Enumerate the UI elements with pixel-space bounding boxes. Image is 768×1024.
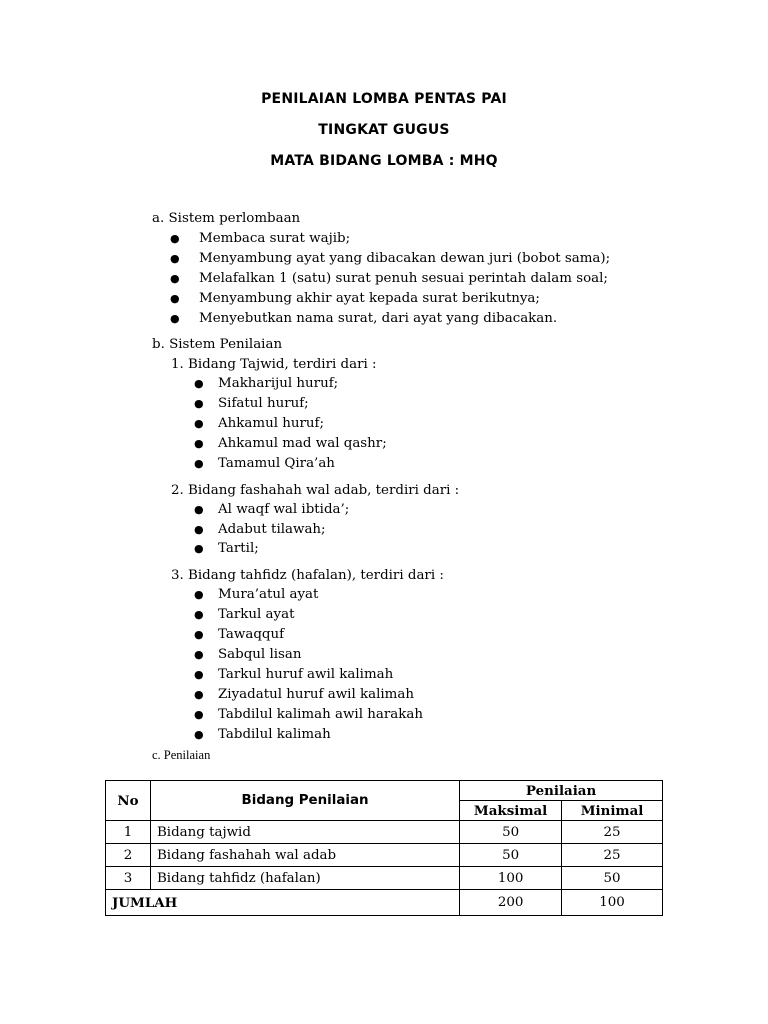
row-bidang: Bidang tajwid (150, 821, 459, 844)
title-field: MATA BIDANG LOMBA : MHQ (270, 153, 498, 169)
table-header-row (106, 781, 663, 801)
bullet-icon: ● (194, 437, 204, 450)
row-no: 2 (106, 844, 151, 867)
bullet-icon: ● (194, 628, 204, 641)
section-a-item: Membaca surat wajib; (199, 231, 351, 246)
total-minimal: 100 (562, 890, 663, 916)
row-bidang: Bidang tahfidz (hafalan) (150, 867, 459, 890)
fashahah-item: Tartil; (218, 541, 259, 556)
section-a-item: Menyebutkan nama surat, dari ayat yang dibacakan. (199, 311, 558, 326)
tahfidz-item: Tarkul ayat (218, 607, 295, 622)
group-title-tajwid: 1. Bidang Tajwid, terdiri dari : (171, 357, 377, 372)
table-row (106, 821, 663, 844)
title-main: PENILAIAN LOMBA PENTAS PAI (261, 91, 507, 107)
tahfidz-item: Tarkul huruf awil kalimah (218, 667, 394, 682)
row-minimal: 25 (562, 844, 663, 867)
title-level: TINGKAT GUGUS (318, 122, 450, 138)
bullet-icon: ● (170, 252, 180, 265)
tajwid-item: Ahkamul mad wal qashr; (218, 436, 387, 451)
header-bidang: Bidang Penilaian (150, 781, 459, 821)
group-title-tahfidz: 3. Bidang tahfidz (hafalan), terdiri dari : (171, 568, 444, 583)
table-row (106, 867, 663, 890)
row-minimal: 50 (562, 867, 663, 890)
tajwid-item: Sifatul huruf; (218, 396, 309, 411)
bullet-icon: ● (194, 648, 204, 661)
row-minimal: 25 (562, 821, 663, 844)
tahfidz-item: Ziyadatul huruf awil kalimah (218, 687, 414, 702)
tahfidz-item: Tawaqquf (218, 627, 285, 642)
table-row (106, 844, 663, 867)
fashahah-item: Al waqf wal ibtida’; (218, 502, 350, 517)
bullet-icon: ● (170, 312, 180, 325)
bullet-icon: ● (194, 708, 204, 721)
tahfidz-item: Sabqul lisan (218, 647, 302, 662)
section-a-item: Melafalkan 1 (satu) surat penuh sesuai perintah dalam soal; (199, 271, 608, 286)
bullet-icon: ● (170, 232, 180, 245)
bullet-icon: ● (194, 503, 204, 516)
bullet-icon: ● (194, 457, 204, 470)
bullet-icon: ● (170, 272, 180, 285)
bullet-icon: ● (170, 292, 180, 305)
header-minimal: Minimal (562, 801, 663, 821)
section-b-heading: b. Sistem Penilaian (152, 337, 283, 352)
row-no: 1 (106, 821, 151, 844)
table-total-row (106, 890, 663, 916)
header-no: No (106, 781, 151, 821)
row-no: 3 (106, 867, 151, 890)
bullet-icon: ● (194, 417, 204, 430)
row-maksimal: 100 (460, 867, 562, 890)
total-maksimal: 200 (460, 890, 562, 916)
tajwid-item: Ahkamul huruf; (218, 416, 324, 431)
header-penilaian: Penilaian (460, 781, 663, 801)
section-a-item: Menyambung akhir ayat kepada surat berikutnya; (199, 291, 540, 306)
bullet-icon: ● (194, 588, 204, 601)
row-maksimal: 50 (460, 821, 562, 844)
total-label: JUMLAH (106, 890, 460, 916)
row-maksimal: 50 (460, 844, 562, 867)
bullet-icon: ● (194, 688, 204, 701)
bullet-icon: ● (194, 542, 204, 555)
section-a-heading: a. Sistem perlombaan (152, 211, 301, 226)
score-table (105, 780, 663, 916)
bullet-icon: ● (194, 728, 204, 741)
tahfidz-item: Tabdilul kalimah awil harakah (218, 707, 423, 722)
tajwid-item: Tamamul Qira’ah (218, 456, 335, 471)
bullet-icon: ● (194, 608, 204, 621)
row-bidang: Bidang fashahah wal adab (150, 844, 459, 867)
section-a-item: Menyambung ayat yang dibacakan dewan juri (bobot sama); (199, 251, 611, 266)
bullet-icon: ● (194, 377, 204, 390)
bullet-icon: ● (194, 668, 204, 681)
header-maksimal: Maksimal (460, 801, 562, 821)
fashahah-item: Adabut tilawah; (218, 522, 326, 537)
bullet-icon: ● (194, 523, 204, 536)
bullet-icon: ● (194, 397, 204, 410)
tajwid-item: Makharijul huruf; (218, 376, 339, 391)
tahfidz-item: Tabdilul kalimah (218, 727, 331, 742)
group-title-fashahah: 2. Bidang fashahah wal adab, terdiri dari : (171, 483, 460, 498)
section-c-heading: c. Penilaian (152, 748, 211, 762)
tahfidz-item: Mura’atul ayat (218, 587, 319, 602)
